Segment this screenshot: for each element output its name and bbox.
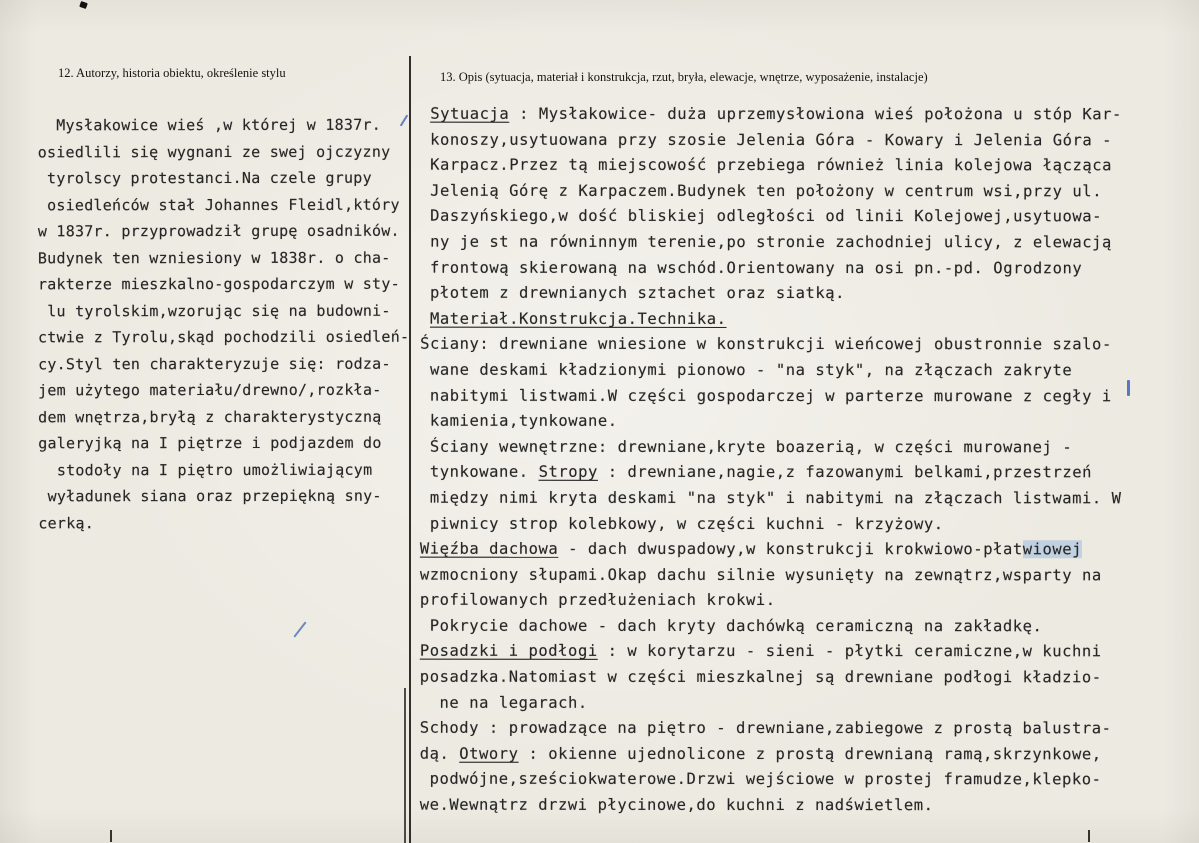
text-line: osiedlili się wygnani ze swej ojczyzny <box>37 142 391 161</box>
text-line: frontową skierowaną na wschód.Orientowany na osi pn.-pd. Ogrodzony <box>420 258 1083 277</box>
bottom-left-registration-tick <box>110 830 112 842</box>
text-segment: : okienne ujednolicone z prostą drewnianą ramą,skrzynkowe, <box>518 744 1102 764</box>
text-line <box>420 306 1160 332</box>
text-line: Ściany wewnętrzne: drewniane,kryte boazerią, w części murowanej - <box>420 437 1073 456</box>
text-line: kamienia,tynkowane. <box>420 411 618 430</box>
text-line: Karpacz.Przez tą miejscowość przebiega również linia kolejowa łącząca <box>420 155 1112 175</box>
text-line <box>420 742 1160 768</box>
text-line: Pokrycie dachowe - dach kryty dachówką ceramiczną na zakładkę. <box>419 616 1043 636</box>
text-segment <box>420 309 430 327</box>
blue-pen-slash <box>293 621 306 637</box>
text-line: Schody : prowadzące na piętro - drewniane,zabiegowe z prostą balustra- <box>419 718 1112 738</box>
section-13-header: 13. Opis (sytuacja, materiał i konstrukcja, rzut, bryła, elewacje, wnętrze, wyposażenie, instalacje) <box>440 70 928 84</box>
highlighted-text: wiowej <box>1022 540 1083 559</box>
text-line: Budynek ten wzniesiony w 1838r. o cha- <box>37 248 391 267</box>
text-line: ne na legarach. <box>419 693 588 712</box>
text-line: Daszyńskiego,w dość bliskiej odległości od linii Kolejowej,usytuowa- <box>420 207 1103 226</box>
text-line <box>420 102 1160 128</box>
bottom-right-registration-tick <box>1088 830 1090 842</box>
underlined-text: Posadzki i podłogi <box>419 642 598 661</box>
text-line: rakterze mieszkalno-gospodarczym w sty- <box>37 274 400 294</box>
text-line: posadzka.Natomiast w części mieszkalnej są drewniane podłogi kładzio- <box>419 667 1102 687</box>
text-line: osiedleńców stał Johannes Fleidl,który <box>37 195 400 214</box>
text-line: płotem z drewnianych sztachet oraz siatką. <box>420 283 846 303</box>
text-segment: : drewniane,nagie,z fazowanymi belkami,przestrzeń <box>597 463 1092 482</box>
text-line: Ściany: drewniane wniesione w konstrukcji wieńcowej obustronnie szalo- <box>420 335 1112 354</box>
text-line: piwnicy strop kolebkowy, w części kuchni - krzyżowy. <box>419 514 944 533</box>
text-line: między nimi kryta deskami "na styk" i nabitymi na złączach listwami. W <box>419 488 1122 508</box>
text-line: dem wnętrza,bryłą z charakterystyczną <box>38 407 382 426</box>
text-segment: dą. <box>419 744 460 763</box>
text-line: wane deskami kładzionymi pionowo - "na styk", na złączach zakryte <box>420 360 1073 380</box>
section-12-header: 12. Autorzy, historia obiektu, określenie stylu <box>58 66 286 80</box>
text-segment: - dach dwuspadowy,w konstrukcji krokwiowo-płat <box>558 539 1023 559</box>
text-line <box>420 460 1160 486</box>
text-line: tyrolscy protestanci.Na czele grupy <box>37 168 372 188</box>
text-line: Jelenią Górę z Karpaczem.Budynek ten położony w centrum wsi,przy ul. <box>420 181 1103 201</box>
right-column-typed-text <box>420 102 1161 819</box>
text-line: wyładunek siana oraz przepiękną sny- <box>38 486 382 506</box>
text-line: podwójne,sześciokwaterowe.Drzwi wejściowe w prostej framudze,klepko- <box>419 770 1102 789</box>
text-line: galeryjką na I piętrze i podjazdem do <box>38 433 382 453</box>
text-segment: tynkowane. <box>419 462 539 482</box>
text-line <box>420 537 1160 563</box>
column-divider-secondary-line <box>404 688 406 843</box>
underlined-text: Stropy <box>538 463 598 482</box>
underlined-text: Materiał.Konstrukcja.Technika. <box>430 309 727 328</box>
text-line: Mysłakowice wieś ,w której w 1837r. <box>37 115 382 135</box>
blue-pen-margin-mark <box>1127 380 1130 396</box>
left-column-typed-text <box>38 112 411 537</box>
underlined-text: Więźba dachowa <box>419 539 559 558</box>
scan-speck-artifact <box>79 1 88 9</box>
underlined-text: Sytuacja <box>430 104 510 123</box>
text-line: lu tyrolskim,wzorując się na budowni- <box>37 301 391 320</box>
text-line: nabitymi listwami.W części gospodarczej w parterze murowane z cegły i <box>420 386 1112 405</box>
text-line: stodoły na I piętro umożliwiającym <box>38 460 373 479</box>
text-line: cerką. <box>38 513 95 532</box>
text-line: we.Wewnątrz drzwi płycinowe,do kuchni z nadświetlem. <box>419 795 934 815</box>
text-line: profilowanych przedłużeniach krokwi. <box>419 590 776 610</box>
text-segment: : Mysłakowice- duża uprzemysłowiona wieś położona u stóp Kar- <box>509 104 1122 124</box>
text-line: jem użytego materiału/drewno/,rozkła- <box>38 380 382 400</box>
text-line: ctwie z Tyrolu,skąd pochodzili osiedleń- <box>38 327 410 347</box>
text-segment <box>420 105 430 123</box>
text-line: konoszy,usytuowana przy szosie Jelenia Góra - Kowary i Jelenia Góra - <box>420 130 1113 149</box>
text-segment: : w korytarzu - sieni - płytki ceramiczne,w kuchni <box>597 642 1102 661</box>
text-line: wzmocniony słupami.Okap dachu silnie wysunięty na zewnątrz,wsparty na <box>419 565 1102 584</box>
text-line: ny je st na równinnym terenie,po stronie zachodniej ulicy, z elewacją <box>420 232 1112 252</box>
text-line <box>420 639 1160 665</box>
underlined-text: Otwory <box>459 744 519 763</box>
text-line: cy.Styl ten charakteryzuje się: rodza- <box>38 354 391 373</box>
text-line: w 1837r. przyprowadził grupę osadników. <box>37 221 400 241</box>
